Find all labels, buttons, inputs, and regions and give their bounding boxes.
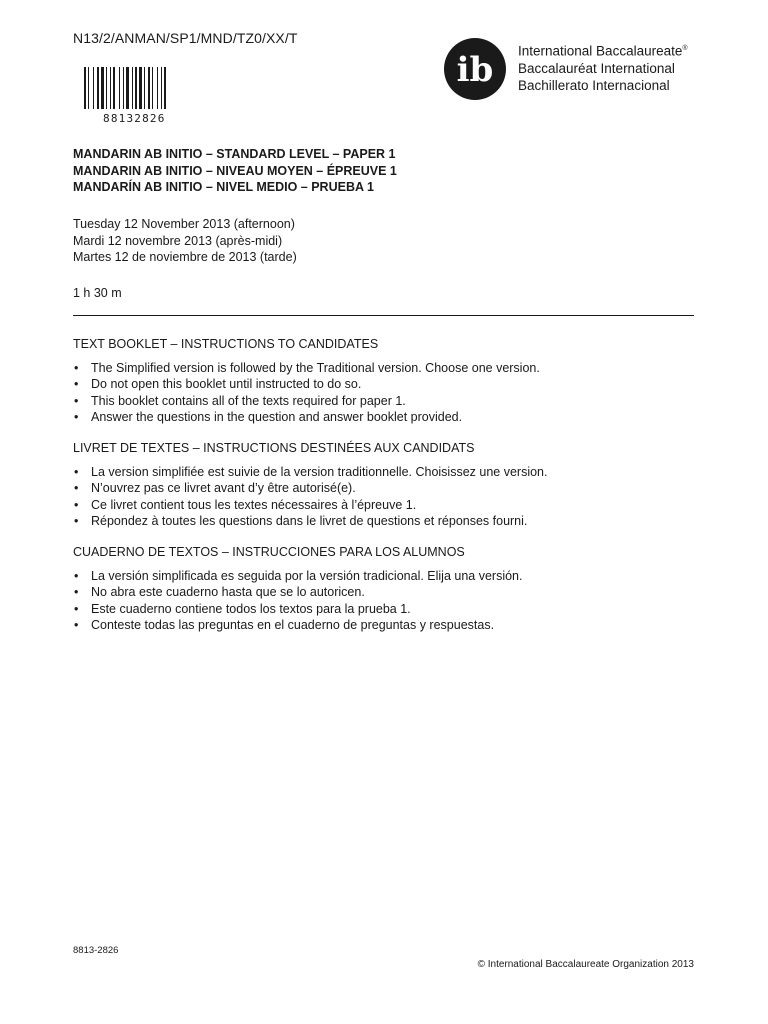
copyright: © International Baccalaureate Organization 2013 [477,959,694,970]
section-heading: TEXT BOOKLET – INSTRUCTIONS TO CANDIDATES [73,337,379,351]
barcode-bar [126,67,129,109]
org-name-english: International Baccalaureate® [518,43,688,59]
instruction-list [73,568,713,633]
barcode-bar [123,67,124,109]
bullet: • [74,601,79,616]
list-item: • N’ouvrez pas ce livret avant d’y être autorisé(e). [74,481,356,496]
section-heading: CUADERNO DE TEXTOS – INSTRUCCIONES PARA LOS ALUMNOS [73,545,465,559]
instructions-spanish [73,545,713,633]
date-french: Mardi 12 novembre 2013 (après-midi) [73,233,283,248]
barcode-bar [119,67,120,109]
barcode-bar [110,67,111,109]
ib-logo-text: ib [456,50,494,90]
divider-rule [73,315,694,316]
barcode-bar [88,67,89,109]
list-item: • Answer the questions in the question and answer booklet provided. [74,409,463,424]
bullet: • [74,481,79,496]
registered-mark: ® [682,45,688,52]
bullet: • [74,513,79,528]
instruction-list [73,464,713,529]
bullet: • [74,497,79,512]
instructions-french [73,441,713,529]
list-item: • Répondez à toutes les questions dans le livret de questions et réponses fourni. [74,513,528,528]
bullet: • [74,393,79,408]
barcode-bar [152,67,153,109]
list-item: • This booklet contains all of the texts required for paper 1. [74,393,406,408]
title-french: MANDARIN AB INITIO – NIVEAU MOYEN – ÉPREUVE 1 [73,163,397,178]
bullet: • [74,377,79,392]
bullet: • [74,569,79,583]
title-english: MANDARIN AB INITIO – STANDARD LEVEL – PAPER 1 [73,147,396,161]
org-name-spanish: Bachillerato Internacional [518,77,670,93]
list-item: • Conteste todas las preguntas en el cuaderno de preguntas y respuestas. [74,617,495,632]
list-item: • No abra este cuaderno hasta que se lo autoricen. [74,585,365,600]
barcode-bar [164,67,166,109]
barcode-bar [139,67,142,109]
barcode-bar [144,67,145,109]
barcode-bar [161,67,162,109]
barcode-bar [97,67,99,109]
barcode-bar [148,67,150,109]
organization-names [518,40,688,94]
section-heading: LIVRET DE TEXTES – INSTRUCTIONS DESTINÉES AUX CANDIDATS [73,441,475,455]
bullet: • [74,617,79,632]
bullet: • [74,585,79,600]
ib-logo [441,37,509,101]
barcode-bar [84,67,86,109]
list-item: • Do not open this booklet until instructed to do so. [74,377,362,392]
exam-dates [73,216,297,266]
barcode-bar [101,67,104,109]
barcode-bar [93,67,94,109]
exam-titles [73,146,397,196]
title-spanish: MANDARÍN AB INITIO – NIVEL MEDIO – PRUEBA 1 [73,180,374,194]
date-spanish: Martes 12 de noviembre de 2013 (tarde) [73,250,297,264]
barcode-bar [157,67,158,109]
footer-code: 8813-2826 [73,945,119,956]
instructions-english [73,337,713,425]
barcode-bar [106,67,107,109]
list-item: • The Simplified version is followed by the Traditional version. Choose one version. [74,361,540,375]
list-item: • La version simplifiée est suivie de la version traditionnelle. Choisissez une version. [74,465,548,479]
barcode-bar [113,67,115,109]
paper-code: N13/2/ANMAN/SP1/MND/TZ0/XX/T [73,30,298,46]
list-item: • Ce livret contient tous les textes nécessaires à l’épreuve 1. [74,497,417,512]
barcode-number: 88132826 [103,112,166,125]
bullet: • [74,361,79,375]
barcode [84,67,202,109]
bullet: • [74,465,79,479]
instruction-list [73,360,713,425]
barcode-bar [135,67,137,109]
org-name-french: Baccalauréat International [518,60,675,76]
list-item: • Este cuaderno contiene todos los textos para la prueba 1. [74,601,411,616]
list-item: • La versión simplificada es seguida por la versión tradicional. Elija una versión. [74,569,523,583]
exam-duration: 1 h 30 m [73,286,122,300]
bullet: • [74,409,79,424]
barcode-bar [132,67,133,109]
date-english: Tuesday 12 November 2013 (afternoon) [73,217,295,231]
